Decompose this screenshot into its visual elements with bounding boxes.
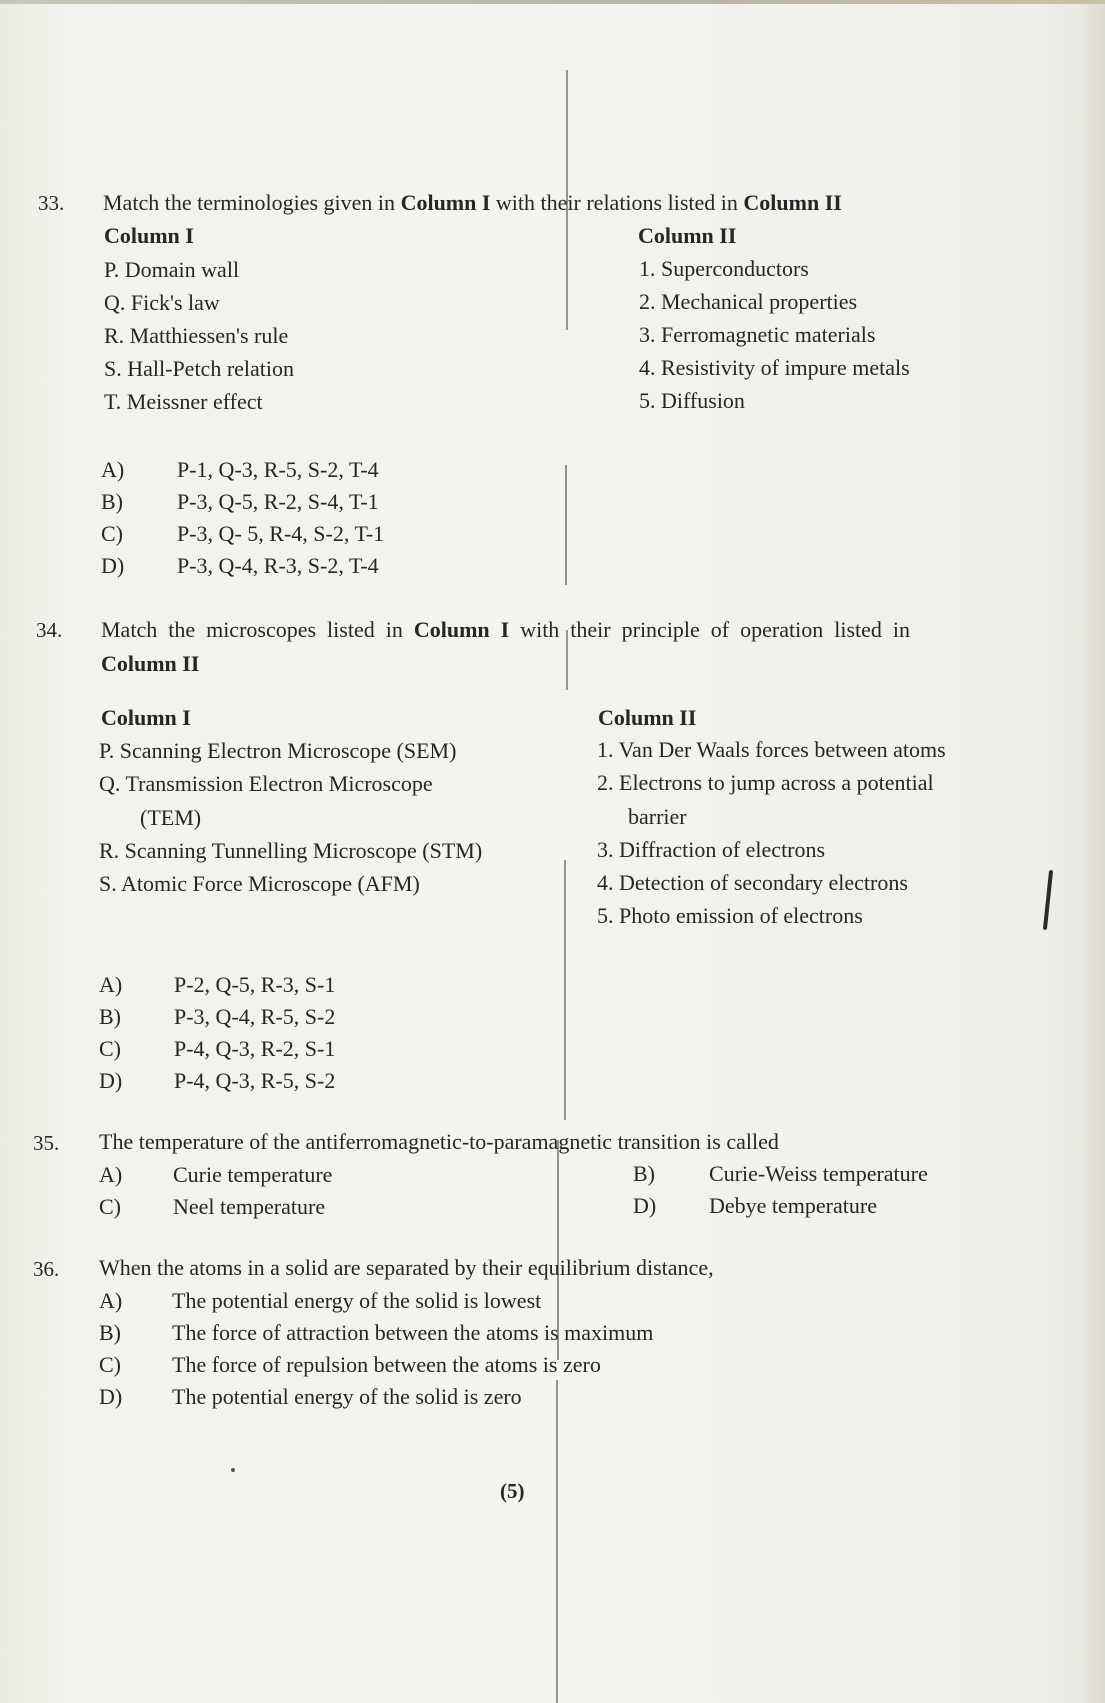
q35-option-d[interactable]: Debye temperature	[709, 1193, 877, 1218]
q35-option-b[interactable]: Curie-Weiss temperature	[709, 1161, 928, 1186]
q34-option-b[interactable]: P-3, Q-4, R-5, S-2	[174, 1004, 336, 1029]
q33-col2-item: 2. Mechanical properties	[639, 289, 858, 314]
q33-column-1-header: Column I	[104, 223, 194, 248]
q33-option-letter: C)	[101, 521, 123, 546]
q34-col2-item: 2. Electrons to jump across a potential	[597, 770, 934, 795]
q33-option-d[interactable]: P-3, Q-4, R-3, S-2, T-4	[177, 553, 379, 578]
fold-line	[564, 860, 566, 1120]
q34-option-letter: C)	[99, 1036, 121, 1061]
stem-text: with their principle of operation listed in	[509, 617, 910, 642]
question-33-number: 33.	[38, 191, 65, 215]
stem-bold: Column II	[743, 190, 842, 215]
q35-option-a[interactable]: Curie temperature	[173, 1162, 333, 1187]
question-34-stem	[101, 617, 910, 643]
q34-option-a[interactable]: P-2, Q-5, R-3, S-1	[174, 972, 336, 997]
fold-line	[556, 1380, 558, 1703]
q34-option-letter: A)	[99, 972, 123, 997]
q35-option-c[interactable]: Neel temperature	[173, 1194, 326, 1219]
q34-option-letter: D)	[99, 1068, 123, 1093]
ink-dot	[231, 1468, 235, 1472]
q36-option-d[interactable]: The potential energy of the solid is zero	[172, 1384, 522, 1409]
question-34-stem-line2: Column II	[101, 651, 200, 676]
question-36-number: 36.	[33, 1257, 60, 1281]
q33-col1-item: R. Matthiessen's rule	[104, 323, 289, 348]
q33-option-c[interactable]: P-3, Q- 5, R-4, S-2, T-1	[177, 521, 385, 546]
q33-col1-item: Q. Fick's law	[104, 290, 220, 315]
q33-col1-item: P. Domain wall	[104, 257, 240, 282]
stem-text: Match the microscopes listed in	[101, 617, 414, 642]
q34-col2-item: 4. Detection of secondary electrons	[597, 870, 908, 895]
q34-col1-item: R. Scanning Tunnelling Microscope (STM)	[99, 838, 483, 863]
q34-col1-item: Q. Transmission Electron Microscope	[99, 771, 433, 796]
stem-bold: Column I	[413, 617, 510, 642]
q34-option-c[interactable]: P-4, Q-3, R-2, S-1	[174, 1036, 336, 1061]
q36-option-c[interactable]: The force of repulsion between the atoms is zero	[172, 1352, 601, 1377]
fold-line	[565, 465, 567, 585]
q34-col2-item: 3. Diffraction of electrons	[597, 837, 826, 862]
q33-col1-item: T. Meissner effect	[104, 389, 263, 414]
q33-option-letter: D)	[101, 553, 125, 578]
q35-option-letter: C)	[99, 1194, 121, 1219]
q34-col1-item: S. Atomic Force Microscope (AFM)	[99, 871, 420, 896]
q34-column-1-header: Column I	[101, 705, 191, 730]
q36-option-a[interactable]: The potential energy of the solid is lowest	[172, 1288, 542, 1313]
q35-option-letter: A)	[99, 1162, 123, 1187]
q36-option-letter: A)	[99, 1288, 123, 1313]
stem-text: with their relations listed in	[490, 190, 744, 215]
q33-option-letter: B)	[101, 489, 123, 514]
q33-option-letter: A)	[101, 457, 125, 482]
q36-option-letter: D)	[99, 1384, 123, 1409]
q33-col2-item: 5. Diffusion	[639, 388, 745, 413]
q33-option-a[interactable]: P-1, Q-3, R-5, S-2, T-4	[177, 457, 379, 482]
q36-option-letter: C)	[99, 1352, 121, 1377]
q34-option-letter: B)	[99, 1004, 121, 1029]
q34-col1-item: (TEM)	[140, 805, 202, 830]
page-number: (5)	[500, 1479, 525, 1503]
q33-column-2-header: Column II	[638, 223, 737, 248]
question-36-stem: When the atoms in a solid are separated by their equilibrium distance,	[99, 1255, 714, 1280]
question-34-number: 34.	[36, 618, 63, 642]
q34-option-d[interactable]: P-4, Q-3, R-5, S-2	[174, 1068, 336, 1093]
q34-col2-item: 1. Van Der Waals forces between atoms	[597, 737, 946, 762]
q34-col2-item: barrier	[628, 804, 687, 829]
q33-col2-item: 3. Ferromagnetic materials	[639, 322, 876, 347]
question-33-stem	[103, 190, 842, 216]
q36-option-b[interactable]: The force of attraction between the atoms is maximum	[172, 1320, 654, 1345]
q33-col1-item: S. Hall-Petch relation	[104, 356, 295, 381]
question-35-stem: The temperature of the antiferromagnetic-to-paramagnetic transition is called	[99, 1129, 779, 1154]
page-edge-shadow	[1079, 0, 1105, 1703]
q33-col2-item: 4. Resistivity of impure metals	[639, 355, 910, 380]
q34-column-2-header: Column II	[598, 705, 697, 730]
q34-col1-item: P. Scanning Electron Microscope (SEM)	[99, 738, 457, 763]
page-top-edge	[0, 0, 1105, 4]
question-35-number: 35.	[33, 1131, 60, 1155]
q33-col2-item: 1. Superconductors	[639, 256, 809, 281]
stem-bold: Column I	[400, 190, 491, 215]
q33-option-b[interactable]: P-3, Q-5, R-2, S-4, T-1	[177, 489, 379, 514]
q35-option-letter: B)	[633, 1161, 655, 1186]
q34-col2-item: 5. Photo emission of electrons	[597, 903, 863, 928]
q36-option-letter: B)	[99, 1320, 121, 1345]
q35-option-letter: D)	[633, 1193, 657, 1218]
stem-text: Match the terminologies given in	[103, 190, 401, 215]
